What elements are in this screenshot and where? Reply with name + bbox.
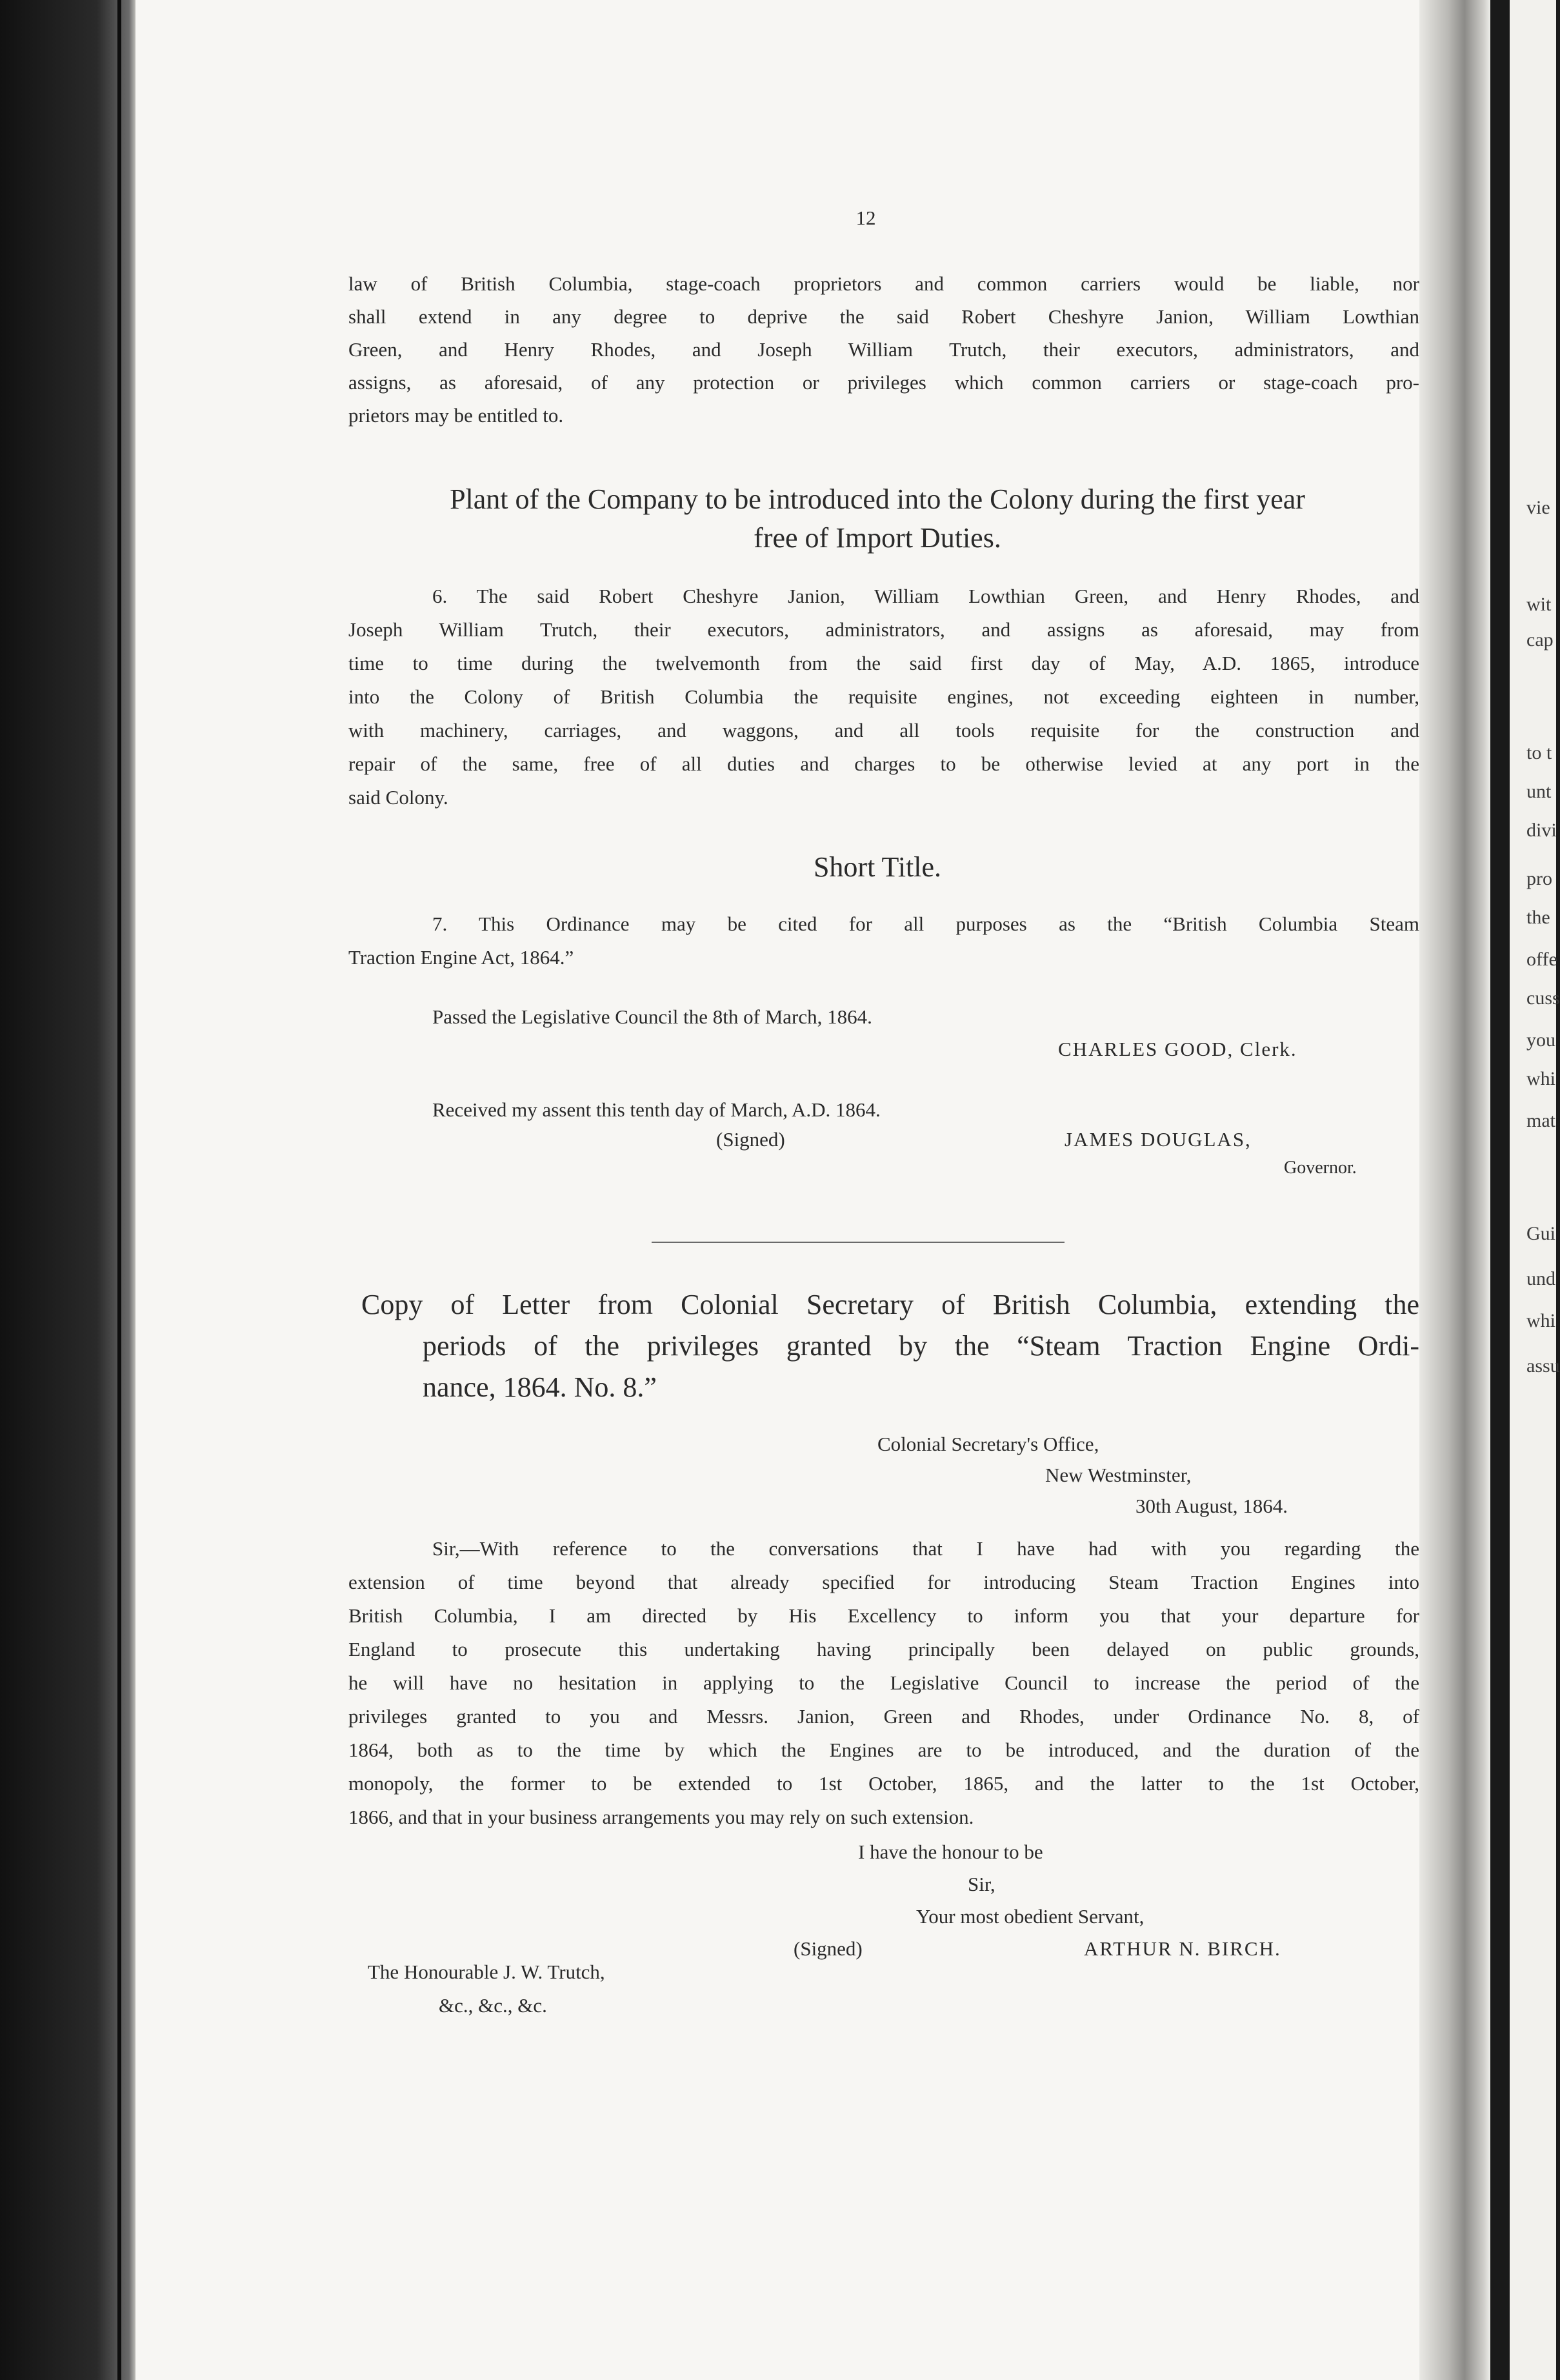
letter-line: extension of time beyond that already specified for introducing Steam Traction Engines into	[348, 1571, 1419, 1593]
text-line: Green, and Henry Rhodes, and Joseph William Trutch, their executors, administrators, and	[348, 338, 1419, 361]
section-heading: Plant of the Company to be introduced into the Colony during the first year	[450, 483, 1305, 515]
text-line: into the Colony of British Columbia the requisite engines, not exceeding eighteen in number,	[348, 685, 1419, 708]
clerk-signature: CHARLES GOOD, Clerk.	[1058, 1038, 1297, 1060]
letter-line: he will have no hesitation in applying to the Legislative Council to increase the period of the	[348, 1671, 1419, 1694]
document-page	[135, 0, 1445, 2380]
text-line: 6. The said Robert Cheshyre Janion, William Lowthian Green, and Henry Rhodes, and	[432, 585, 1419, 607]
fragment-text: cap	[1526, 629, 1554, 650]
governor-signature: JAMES DOUGLAS,	[1065, 1128, 1252, 1151]
text-line: with machinery, carriages, and waggons, and all tools requisite for the construction and	[348, 719, 1419, 741]
fragment-text: divi	[1526, 820, 1557, 841]
text-line: time to time during the twelvemonth from the said first day of May, A.D. 1865, introduce	[348, 652, 1419, 674]
fragment-text: und	[1526, 1268, 1555, 1289]
fragment-text: offe	[1526, 949, 1557, 970]
text-line: shall extend in any degree to deprive the said Robert Cheshyre Janion, William Lowthian	[348, 305, 1419, 328]
left-page-edge	[0, 0, 135, 2380]
fragment-text: the	[1526, 907, 1550, 928]
secretary-signature: ARTHUR N. BIRCH.	[1084, 1937, 1281, 1960]
binding-rule	[117, 0, 121, 2380]
fragment-text: pro	[1526, 868, 1552, 889]
text-line: law of British Columbia, stage-coach proprietors and common carriers would be liable, nor	[348, 272, 1419, 295]
letter-line: England to prosecute this undertaking having principally been delayed on public grounds,	[348, 1638, 1419, 1660]
section-heading: Short Title.	[813, 851, 942, 883]
text-line: 7. This Ordinance may be cited for all purposes as the “British Columbia Steam	[432, 913, 1419, 935]
assent-line: Received my assent this tenth day of March, A.D. 1864.	[432, 1098, 881, 1121]
letter-line: Sir,—With reference to the conversations that I have had with you regarding the	[432, 1537, 1419, 1560]
letter-closing: Your most obedient Servant,	[916, 1905, 1145, 1928]
letter-line: British Columbia, I am directed by His Excellency to inform you that your departure for	[348, 1604, 1419, 1627]
governor-title: Governor.	[1284, 1158, 1357, 1178]
page-gutter	[1419, 0, 1490, 2380]
section-heading: free of Import Duties.	[754, 522, 1001, 554]
fragment-text: wit	[1526, 594, 1552, 615]
fragment-text: mat	[1526, 1110, 1555, 1131]
letter-date: 30th August, 1864.	[1135, 1495, 1288, 1517]
page-number: 12	[855, 207, 876, 229]
text-line: said Colony.	[348, 786, 448, 809]
text-line: Traction Engine Act, 1864.”	[348, 946, 574, 969]
letter-closing: I have the honour to be	[858, 1840, 1043, 1863]
letter-address: New Westminster,	[1045, 1464, 1192, 1486]
fragment-text: unt	[1526, 781, 1552, 802]
fragment-text: vie	[1526, 497, 1550, 518]
facing-page-fragment	[1510, 0, 1560, 2380]
letter-line: 1864, both as to the time by which the Engines are to be introduced, and the duration of the	[348, 1739, 1419, 1761]
section-divider	[652, 1242, 1065, 1243]
signed-label: (Signed)	[716, 1128, 785, 1151]
addressee: The Honourable J. W. Trutch,	[368, 1961, 605, 1983]
letter-closing: Sir,	[968, 1873, 995, 1895]
fragment-text: cuss	[1526, 987, 1560, 1009]
text-line: Joseph William Trutch, their executors, administrators, and assigns as aforesaid, may from	[348, 618, 1419, 641]
fragment-text: whi	[1526, 1310, 1555, 1331]
fragment-text: to t	[1526, 742, 1552, 763]
letter-heading: Copy of Letter from Colonial Secretary of British Columbia, extending the	[361, 1289, 1419, 1320]
text-line: assigns, as aforesaid, of any protection or privileges which common carriers or stage-coach pro-	[348, 371, 1419, 394]
fragment-text: Gui	[1526, 1223, 1555, 1244]
fragment-text: you	[1526, 1029, 1555, 1051]
passed-line: Passed the Legislative Council the 8th of March, 1864.	[432, 1005, 872, 1028]
text-line: repair of the same, free of all duties and charges to be otherwise levied at any port in the	[348, 752, 1419, 775]
letter-line: privileges granted to you and Messrs. Janion, Green and Rhodes, under Ordinance No. 8, of	[348, 1705, 1419, 1728]
letter-line: 1866, and that in your business arrangements you may rely on such extension.	[348, 1806, 974, 1828]
addressee: &c., &c., &c.	[439, 1994, 547, 2017]
fragment-text: assu	[1526, 1355, 1560, 1377]
letter-heading: periods of the privileges granted by the “Steam Traction Engine Ordi-	[423, 1330, 1419, 1362]
letter-address: Colonial Secretary's Office,	[877, 1433, 1099, 1455]
signed-label: (Signed)	[794, 1937, 863, 1960]
letter-line: monopoly, the former to be extended to 1st October, 1865, and the latter to the 1st October,	[348, 1772, 1419, 1795]
letter-heading: nance, 1864. No. 8.”	[423, 1371, 657, 1403]
fragment-text: whi	[1526, 1068, 1555, 1089]
text-line: prietors may be entitled to.	[348, 404, 564, 427]
